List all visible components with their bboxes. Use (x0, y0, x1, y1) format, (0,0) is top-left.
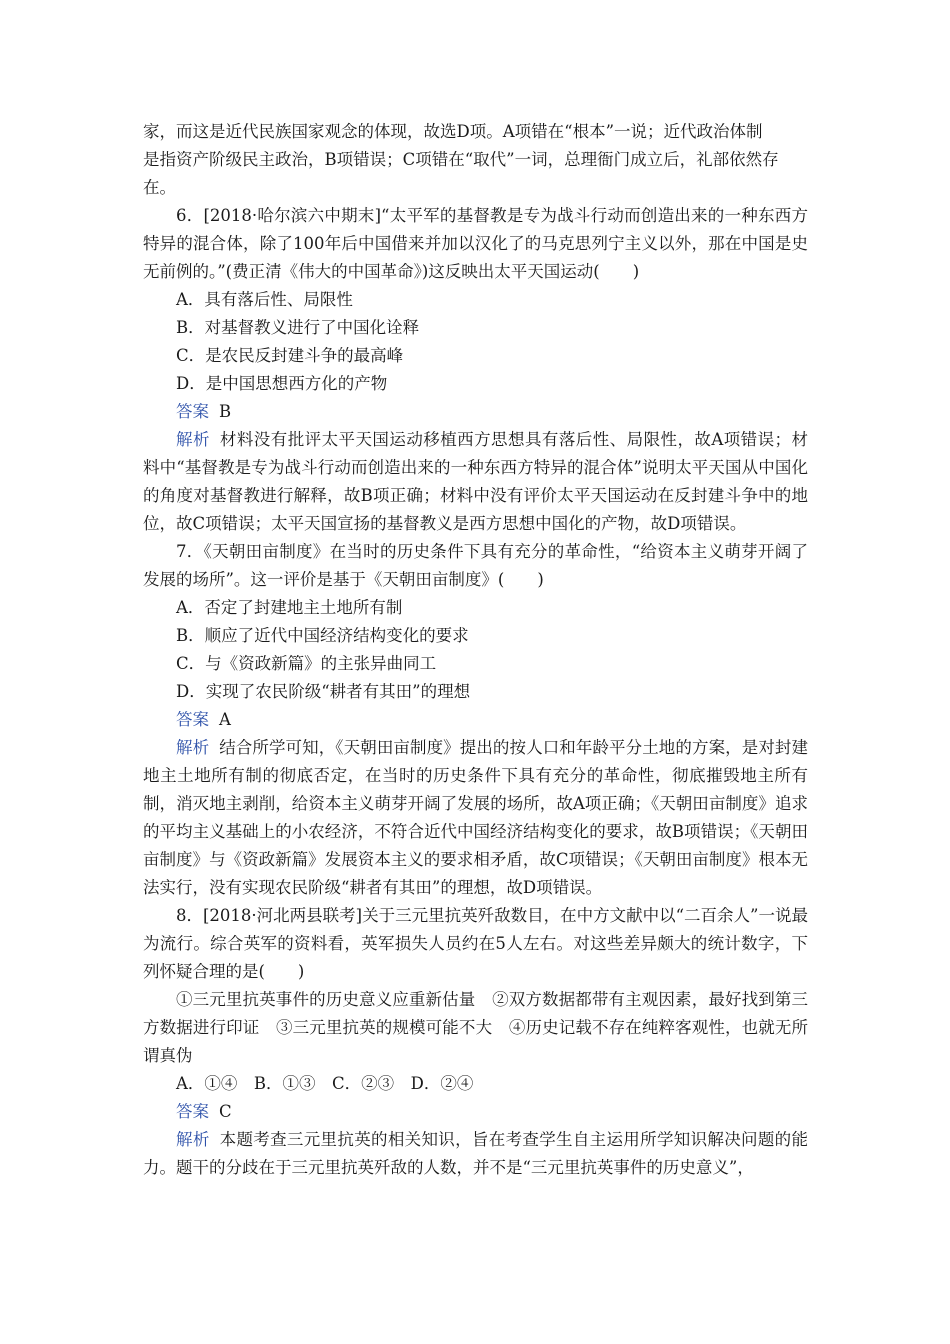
analysis-paragraph (143, 1126, 808, 1182)
option-b: B．对基督教义进行了中国化诠释 (176, 318, 420, 337)
option-c: C．是农民反封建斗争的最高峰 (176, 346, 404, 365)
option-d: D．是中国思想西方化的产物 (176, 374, 388, 393)
analysis-text: 材料没有批评太平天国运动移植西方思想具有落后性、局限性，故A项错误；材料中“基督教是专为战斗行动而创造出来的一种东西方特异的混合体”说明太平天国从中国化的角度对基督教进行解释，故B项正确；材料中没有评价太平天国运动在反封建斗争中的地位，故C项错误；太平天国宣扬的基督教义是西方思想中国化的产物，故D项错误。 (143, 430, 809, 533)
analysis-paragraph (143, 426, 808, 538)
answer-value: C (219, 1102, 232, 1121)
analysis-label: 解析 (176, 738, 210, 757)
answer-label: 答案 (176, 1102, 209, 1121)
option-b: B．顺应了近代中国经济结构变化的要求 (176, 626, 469, 645)
question-stem: 7．《天朝田亩制度》在当时的历史条件下具有充分的革命性，“给资本主义萌芽开阔了发展的场所”。这一评价是基于《天朝田亩制度》( ) (143, 542, 808, 589)
answer-label: 答案 (176, 710, 209, 729)
paragraph-line: 家，而这是近代民族国家观念的体现，故选D项。A项错在“根本”一说；近代政治体制 (143, 122, 763, 141)
option-a: A．具有落后性、局限性 (176, 290, 353, 309)
statement-items: ①三元里抗英事件的历史意义应重新估量 ②双方数据都带有主观因素，最好找到第三方数据进行印证 ③三元里抗英的规模可能不大 ④历史记载不存在纯粹客观性，也就无所谓真伪 (143, 990, 808, 1065)
question-6 (143, 202, 808, 538)
option-d: D．实现了农民阶级“耕者有其田”的理想 (176, 682, 471, 701)
q5-analysis-continuation (143, 118, 808, 202)
option-c: C．与《资政新篇》的主张异曲同工 (176, 654, 437, 673)
analysis-text: 本题考查三元里抗英的相关知识，旨在考查学生自主运用所学知识解决问题的能力。题干的分歧在于三元里抗英歼敌的人数，并不是“三元里抗英事件的历史意义”， (143, 1130, 809, 1177)
option-a: A．否定了封建地主土地所有制 (176, 598, 403, 617)
analysis-label: 解析 (176, 430, 210, 449)
answer-line (143, 706, 808, 734)
question-stem: 6．[2018·哈尔滨六中期末]“太平军的基督教是专为战斗行动而创造出来的一种东西方特异的混合体，除了100年后中国借来并加以汉化了的马克思列宁主义以外，那在中国是史无前例的。”(费正清《伟大的中国革命》)这反映出太平天国运动( ) (143, 206, 808, 281)
answer-line (143, 398, 808, 426)
question-stem: 8．[2018·河北两县联考]关于三元里抗英歼敌数目，在中方文献中以“二百余人”一说最为流行。综合英军的资料看，英军损失人员约在5人左右。对这些差异颇大的统计数字，下列怀疑合理的是( ) (143, 906, 808, 981)
analysis-text: 结合所学可知，《天朝田亩制度》提出的按人口和年龄平分土地的方案，是对封建地主土地所有制的彻底否定，在当时的历史条件下具有充分的革命性，彻底摧毁地主所有制，消灭地主剥削，给资本主义萌芽开阔了发展的场所，故A项正确；《天朝田亩制度》追求的平均主义基础上的小农经济，不符合近代中国经济结构变化的要求，故B项错误；《天朝田亩制度》与《资政新篇》发展资本主义的要求相矛盾，故C项错误；《天朝田亩制度》根本无法实行，没有实现农民阶级“耕者有其田”的理想，故D项错误。 (143, 738, 809, 897)
analysis-label: 解析 (176, 1130, 210, 1149)
answer-value: B (219, 402, 232, 421)
answer-choices: A．①④ B．①③ C．②③ D．②④ (176, 1074, 474, 1093)
answer-line (143, 1098, 808, 1126)
question-8 (143, 902, 808, 1182)
paragraph-line: 在。 (143, 178, 176, 197)
answer-label: 答案 (176, 402, 209, 421)
analysis-paragraph (143, 734, 808, 902)
question-7 (143, 538, 808, 902)
document-body (143, 118, 808, 1182)
paragraph-line: 是指资产阶级民主政治，B项错误；C项错在“取代”一词，总理衙门成立后，礼部依然存 (143, 150, 779, 169)
answer-value: A (219, 710, 231, 729)
